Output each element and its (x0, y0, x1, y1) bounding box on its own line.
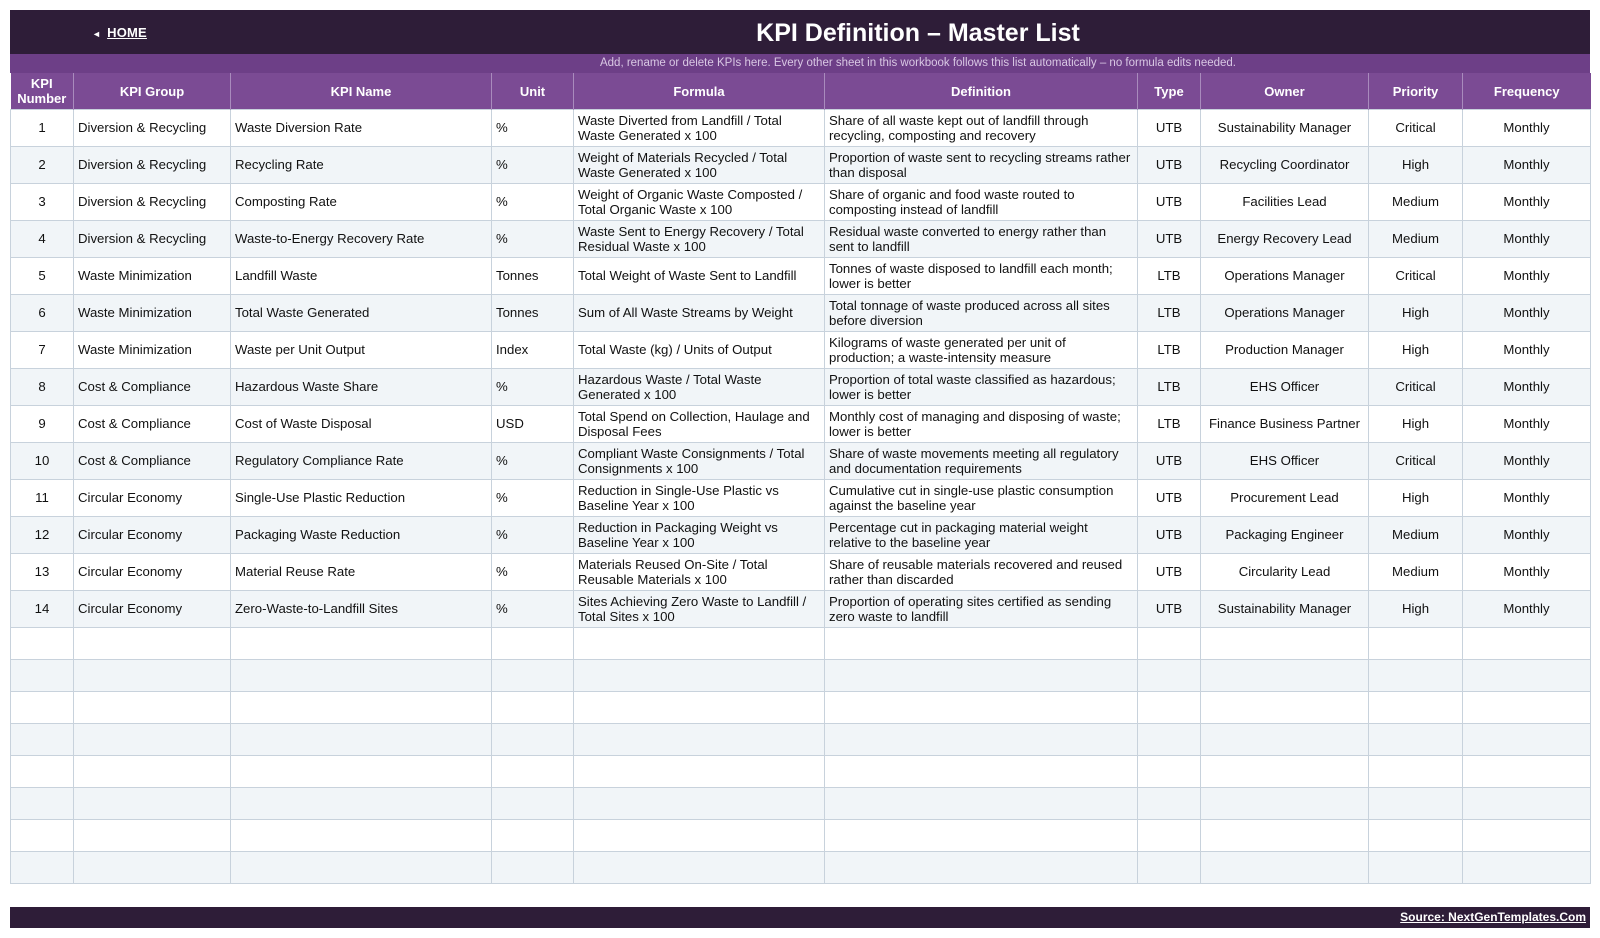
cell-num[interactable]: 1 (11, 110, 74, 147)
table-row (11, 110, 1591, 147)
empty-cell[interactable] (231, 852, 492, 884)
empty-cell[interactable] (492, 628, 574, 660)
cell-definition[interactable]: Proportion of operating sites certified as sending zero waste to landfill (825, 591, 1138, 628)
empty-cell[interactable] (492, 724, 574, 756)
cell-owner[interactable]: Operations Manager (1201, 295, 1369, 332)
empty-cell[interactable] (231, 820, 492, 852)
empty-row (11, 852, 1591, 884)
empty-cell[interactable] (1138, 788, 1201, 820)
cell-definition[interactable]: Share of waste movements meeting all regulatory and documentation requirements (825, 443, 1138, 480)
cell-unit[interactable]: Tonnes (492, 258, 574, 295)
cell-formula[interactable]: Weight of Materials Recycled / Total Waste Generated x 100 (574, 147, 825, 184)
cell-unit[interactable]: USD (492, 406, 574, 443)
cell-type[interactable]: UTB (1138, 221, 1201, 258)
cell-group[interactable]: Circular Economy (74, 591, 231, 628)
cell-priority[interactable]: High (1369, 406, 1463, 443)
cell-frequency[interactable]: Monthly (1463, 147, 1591, 184)
column-header[interactable]: Definition (825, 73, 1138, 110)
empty-cell[interactable] (231, 788, 492, 820)
cell-num[interactable]: 6 (11, 295, 74, 332)
cell-owner[interactable]: Circularity Lead (1201, 554, 1369, 591)
empty-cell[interactable] (574, 852, 825, 884)
empty-cell[interactable] (231, 628, 492, 660)
table-row (11, 295, 1591, 332)
cell-frequency[interactable]: Monthly (1463, 332, 1591, 369)
page-title: KPI Definition – Master List (756, 19, 1080, 47)
empty-cell[interactable] (1369, 756, 1463, 788)
cell-priority[interactable]: High (1369, 480, 1463, 517)
cell-num[interactable]: 7 (11, 332, 74, 369)
empty-cell[interactable] (11, 660, 74, 692)
cell-name[interactable]: Regulatory Compliance Rate (231, 443, 492, 480)
cell-frequency[interactable]: Monthly (1463, 369, 1591, 406)
column-header[interactable]: Type (1138, 73, 1201, 110)
empty-cell[interactable] (1138, 852, 1201, 884)
empty-cell[interactable] (825, 788, 1138, 820)
cell-num[interactable]: 11 (11, 480, 74, 517)
cell-type[interactable]: UTB (1138, 443, 1201, 480)
cell-group[interactable]: Cost & Compliance (74, 369, 231, 406)
cell-unit[interactable]: % (492, 110, 574, 147)
empty-cell[interactable] (1201, 756, 1369, 788)
cell-priority[interactable]: Critical (1369, 369, 1463, 406)
cell-definition[interactable]: Monthly cost of managing and disposing of waste; lower is better (825, 406, 1138, 443)
empty-cell[interactable] (1138, 724, 1201, 756)
cell-type[interactable]: LTB (1138, 295, 1201, 332)
table-header-row (11, 73, 1591, 110)
empty-cell[interactable] (825, 692, 1138, 724)
table-row (11, 184, 1591, 221)
cell-definition[interactable]: Cumulative cut in single-use plastic consumption against the baseline year (825, 480, 1138, 517)
cell-name[interactable]: Single-Use Plastic Reduction (231, 480, 492, 517)
cell-formula[interactable]: Reduction in Packaging Weight vs Baseline Year x 100 (574, 517, 825, 554)
column-header[interactable]: Owner (1201, 73, 1369, 110)
empty-cell[interactable] (825, 628, 1138, 660)
cell-frequency[interactable]: Monthly (1463, 480, 1591, 517)
cell-unit[interactable]: % (492, 221, 574, 258)
cell-unit[interactable]: % (492, 147, 574, 184)
cell-priority[interactable]: Critical (1369, 258, 1463, 295)
cell-frequency[interactable]: Monthly (1463, 591, 1591, 628)
cell-definition[interactable]: Share of organic and food waste routed to composting instead of landfill (825, 184, 1138, 221)
cell-group[interactable]: Waste Minimization (74, 295, 231, 332)
empty-cell[interactable] (1138, 628, 1201, 660)
cell-owner[interactable]: EHS Officer (1201, 369, 1369, 406)
empty-cell[interactable] (492, 660, 574, 692)
table-row (11, 332, 1591, 369)
empty-cell[interactable] (74, 820, 231, 852)
cell-formula[interactable]: Reduction in Single-Use Plastic vs Baseline Year x 100 (574, 480, 825, 517)
cell-num[interactable]: 12 (11, 517, 74, 554)
empty-cell[interactable] (825, 660, 1138, 692)
empty-cell[interactable] (231, 692, 492, 724)
cell-num[interactable]: 2 (11, 147, 74, 184)
cell-name[interactable]: Waste-to-Energy Recovery Rate (231, 221, 492, 258)
empty-cell[interactable] (825, 820, 1138, 852)
empty-cell[interactable] (1201, 820, 1369, 852)
cell-owner[interactable]: Packaging Engineer (1201, 517, 1369, 554)
empty-cell[interactable] (1463, 692, 1591, 724)
empty-cell[interactable] (11, 628, 74, 660)
empty-cell[interactable] (492, 692, 574, 724)
empty-cell[interactable] (1201, 692, 1369, 724)
table-row (11, 369, 1591, 406)
cell-type[interactable]: UTB (1138, 591, 1201, 628)
table-row (11, 221, 1591, 258)
cell-definition[interactable]: Proportion of waste sent to recycling streams rather than disposal (825, 147, 1138, 184)
empty-cell[interactable] (1463, 852, 1591, 884)
cell-group[interactable]: Circular Economy (74, 554, 231, 591)
cell-formula[interactable]: Hazardous Waste / Total Waste Generated x 100 (574, 369, 825, 406)
kpi-table (10, 73, 1591, 884)
cell-type[interactable]: UTB (1138, 147, 1201, 184)
column-header[interactable]: Priority (1369, 73, 1463, 110)
empty-cell[interactable] (1369, 788, 1463, 820)
cell-group[interactable]: Diversion & Recycling (74, 221, 231, 258)
empty-cell[interactable] (574, 756, 825, 788)
empty-cell[interactable] (574, 820, 825, 852)
empty-cell[interactable] (825, 852, 1138, 884)
cell-frequency[interactable]: Monthly (1463, 110, 1591, 147)
cell-name[interactable]: Total Waste Generated (231, 295, 492, 332)
cell-unit[interactable]: % (492, 554, 574, 591)
empty-cell[interactable] (1138, 692, 1201, 724)
cell-type[interactable]: LTB (1138, 369, 1201, 406)
empty-cell[interactable] (492, 788, 574, 820)
cell-formula[interactable]: Sum of All Waste Streams by Weight (574, 295, 825, 332)
cell-unit[interactable]: Tonnes (492, 295, 574, 332)
empty-cell[interactable] (1138, 820, 1201, 852)
empty-cell[interactable] (1463, 660, 1591, 692)
cell-type[interactable]: LTB (1138, 332, 1201, 369)
cell-definition[interactable]: Total tonnage of waste produced across all sites before diversion (825, 295, 1138, 332)
cell-owner[interactable]: Sustainability Manager (1201, 591, 1369, 628)
cell-num[interactable]: 13 (11, 554, 74, 591)
cell-owner[interactable]: Finance Business Partner (1201, 406, 1369, 443)
cell-name[interactable]: Landfill Waste (231, 258, 492, 295)
cell-priority[interactable]: Critical (1369, 443, 1463, 480)
empty-cell[interactable] (231, 756, 492, 788)
cell-formula[interactable]: Sites Achieving Zero Waste to Landfill / Total Sites x 100 (574, 591, 825, 628)
cell-priority[interactable]: High (1369, 147, 1463, 184)
empty-cell[interactable] (1201, 788, 1369, 820)
empty-cell[interactable] (1369, 692, 1463, 724)
cell-name[interactable]: Material Reuse Rate (231, 554, 492, 591)
empty-cell[interactable] (1369, 628, 1463, 660)
empty-cell[interactable] (574, 660, 825, 692)
empty-cell[interactable] (1369, 660, 1463, 692)
cell-priority[interactable]: Medium (1369, 517, 1463, 554)
cell-type[interactable]: UTB (1138, 110, 1201, 147)
empty-row (11, 788, 1591, 820)
cell-owner[interactable]: Facilities Lead (1201, 184, 1369, 221)
cell-frequency[interactable]: Monthly (1463, 554, 1591, 591)
cell-owner[interactable]: Sustainability Manager (1201, 110, 1369, 147)
column-header[interactable]: Unit (492, 73, 574, 110)
empty-cell[interactable] (74, 628, 231, 660)
empty-cell[interactable] (574, 628, 825, 660)
empty-row (11, 628, 1591, 660)
cell-owner[interactable]: Procurement Lead (1201, 480, 1369, 517)
table-row (11, 443, 1591, 480)
cell-definition[interactable]: Share of reusable materials recovered and reused rather than discarded (825, 554, 1138, 591)
source-link[interactable]: Source: NextGenTemplates.Com (1400, 910, 1586, 924)
cell-group[interactable]: Diversion & Recycling (74, 184, 231, 221)
empty-row (11, 756, 1591, 788)
cell-num[interactable]: 9 (11, 406, 74, 443)
empty-cell[interactable] (1138, 756, 1201, 788)
cell-frequency[interactable]: Monthly (1463, 443, 1591, 480)
empty-cell[interactable] (1201, 852, 1369, 884)
cell-priority[interactable]: Medium (1369, 221, 1463, 258)
empty-row (11, 724, 1591, 756)
cell-name[interactable]: Hazardous Waste Share (231, 369, 492, 406)
empty-cell[interactable] (825, 756, 1138, 788)
empty-cell[interactable] (574, 724, 825, 756)
cell-name[interactable]: Zero-Waste-to-Landfill Sites (231, 591, 492, 628)
empty-cell[interactable] (11, 788, 74, 820)
empty-cell[interactable] (74, 692, 231, 724)
cell-formula[interactable]: Weight of Organic Waste Composted / Total Organic Waste x 100 (574, 184, 825, 221)
cell-group[interactable]: Diversion & Recycling (74, 110, 231, 147)
empty-cell[interactable] (74, 852, 231, 884)
cell-definition[interactable]: Share of all waste kept out of landfill through recycling, composting and recovery (825, 110, 1138, 147)
cell-num[interactable]: 3 (11, 184, 74, 221)
cell-owner[interactable]: Operations Manager (1201, 258, 1369, 295)
cell-name[interactable]: Recycling Rate (231, 147, 492, 184)
cell-name[interactable]: Waste per Unit Output (231, 332, 492, 369)
kpi-sheet (10, 10, 1590, 884)
empty-cell[interactable] (1463, 628, 1591, 660)
footer-bar (10, 907, 1590, 928)
empty-row (11, 692, 1591, 724)
empty-cell[interactable] (11, 820, 74, 852)
cell-num[interactable]: 10 (11, 443, 74, 480)
table-row (11, 406, 1591, 443)
table-body (11, 110, 1591, 884)
cell-unit[interactable]: % (492, 184, 574, 221)
cell-unit[interactable]: % (492, 443, 574, 480)
cell-group[interactable]: Cost & Compliance (74, 406, 231, 443)
cell-group[interactable]: Circular Economy (74, 517, 231, 554)
column-header[interactable]: KPI Name (231, 73, 492, 110)
cell-group[interactable]: Diversion & Recycling (74, 147, 231, 184)
empty-cell[interactable] (492, 852, 574, 884)
cell-owner[interactable]: EHS Officer (1201, 443, 1369, 480)
cell-frequency[interactable]: Monthly (1463, 406, 1591, 443)
home-label: HOME (107, 25, 147, 40)
empty-cell[interactable] (1201, 628, 1369, 660)
cell-frequency[interactable]: Monthly (1463, 184, 1591, 221)
empty-cell[interactable] (74, 724, 231, 756)
cell-group[interactable]: Waste Minimization (74, 332, 231, 369)
cell-group[interactable]: Circular Economy (74, 480, 231, 517)
cell-formula[interactable]: Total Weight of Waste Sent to Landfill (574, 258, 825, 295)
cell-priority[interactable]: Medium (1369, 554, 1463, 591)
empty-cell[interactable] (1369, 820, 1463, 852)
cell-group[interactable]: Waste Minimization (74, 258, 231, 295)
instructions-text: Add, rename or delete KPIs here. Every other sheet in this workbook follows this list automatically – no formula edits needed. (10, 54, 1590, 73)
empty-cell[interactable] (825, 724, 1138, 756)
cell-group[interactable]: Cost & Compliance (74, 443, 231, 480)
cell-formula[interactable]: Total Spend on Collection, Haulage and Disposal Fees (574, 406, 825, 443)
cell-frequency[interactable]: Monthly (1463, 221, 1591, 258)
cell-frequency[interactable]: Monthly (1463, 295, 1591, 332)
cell-formula[interactable]: Waste Sent to Energy Recovery / Total Residual Waste x 100 (574, 221, 825, 258)
cell-owner[interactable]: Production Manager (1201, 332, 1369, 369)
cell-type[interactable]: UTB (1138, 554, 1201, 591)
cell-priority[interactable]: High (1369, 332, 1463, 369)
cell-num[interactable]: 5 (11, 258, 74, 295)
empty-cell[interactable] (1463, 820, 1591, 852)
cell-num[interactable]: 4 (11, 221, 74, 258)
empty-cell[interactable] (574, 788, 825, 820)
cell-formula[interactable]: Total Waste (kg) / Units of Output (574, 332, 825, 369)
back-arrow-icon: ◄ (92, 29, 102, 39)
cell-definition[interactable]: Tonnes of waste disposed to landfill each month; lower is better (825, 258, 1138, 295)
empty-cell[interactable] (1463, 756, 1591, 788)
empty-cell[interactable] (1201, 660, 1369, 692)
cell-num[interactable]: 8 (11, 369, 74, 406)
table-row (11, 258, 1591, 295)
empty-cell[interactable] (1369, 724, 1463, 756)
cell-type[interactable]: LTB (1138, 406, 1201, 443)
cell-name[interactable]: Packaging Waste Reduction (231, 517, 492, 554)
empty-cell[interactable] (74, 660, 231, 692)
table-row (11, 591, 1591, 628)
cell-name[interactable]: Composting Rate (231, 184, 492, 221)
column-header[interactable]: Frequency (1463, 73, 1591, 110)
empty-cell[interactable] (1463, 724, 1591, 756)
empty-cell[interactable] (1369, 852, 1463, 884)
empty-cell[interactable] (492, 820, 574, 852)
cell-definition[interactable]: Kilograms of waste generated per unit of production; a waste-intensity measure (825, 332, 1138, 369)
cell-priority[interactable]: High (1369, 591, 1463, 628)
cell-priority[interactable]: Critical (1369, 110, 1463, 147)
cell-name[interactable]: Waste Diversion Rate (231, 110, 492, 147)
empty-cell[interactable] (574, 692, 825, 724)
cell-frequency[interactable]: Monthly (1463, 517, 1591, 554)
cell-type[interactable]: UTB (1138, 184, 1201, 221)
empty-cell[interactable] (1201, 724, 1369, 756)
cell-frequency[interactable]: Monthly (1463, 258, 1591, 295)
cell-priority[interactable]: High (1369, 295, 1463, 332)
cell-unit[interactable]: % (492, 369, 574, 406)
cell-unit[interactable]: % (492, 517, 574, 554)
empty-cell[interactable] (74, 756, 231, 788)
cell-definition[interactable]: Percentage cut in packaging material weight relative to the baseline year (825, 517, 1138, 554)
cell-owner[interactable]: Recycling Coordinator (1201, 147, 1369, 184)
table-row (11, 517, 1591, 554)
cell-type[interactable]: UTB (1138, 517, 1201, 554)
table-row (11, 147, 1591, 184)
column-header[interactable]: Formula (574, 73, 825, 110)
cell-formula[interactable]: Materials Reused On-Site / Total Reusable Materials x 100 (574, 554, 825, 591)
cell-definition[interactable]: Residual waste converted to energy rather than sent to landfill (825, 221, 1138, 258)
cell-unit[interactable]: Index (492, 332, 574, 369)
empty-cell[interactable] (231, 724, 492, 756)
cell-formula[interactable]: Waste Diverted from Landfill / Total Waste Generated x 100 (574, 110, 825, 147)
cell-type[interactable]: LTB (1138, 258, 1201, 295)
cell-unit[interactable]: % (492, 591, 574, 628)
cell-unit[interactable]: % (492, 480, 574, 517)
empty-cell[interactable] (74, 788, 231, 820)
empty-cell[interactable] (492, 756, 574, 788)
empty-cell[interactable] (1463, 788, 1591, 820)
column-header[interactable]: KPI Group (74, 73, 231, 110)
empty-row (11, 660, 1591, 692)
empty-row (11, 820, 1591, 852)
empty-cell[interactable] (1138, 660, 1201, 692)
cell-num[interactable]: 14 (11, 591, 74, 628)
empty-cell[interactable] (231, 660, 492, 692)
table-row (11, 480, 1591, 517)
empty-cell[interactable] (11, 692, 74, 724)
cell-owner[interactable]: Energy Recovery Lead (1201, 221, 1369, 258)
column-header[interactable]: KPI Number (11, 73, 74, 110)
cell-type[interactable]: UTB (1138, 480, 1201, 517)
cell-formula[interactable]: Compliant Waste Consignments / Total Consignments x 100 (574, 443, 825, 480)
empty-cell[interactable] (11, 724, 74, 756)
table-row (11, 554, 1591, 591)
title-bar (10, 10, 1590, 54)
empty-cell[interactable] (11, 756, 74, 788)
cell-priority[interactable]: Medium (1369, 184, 1463, 221)
cell-name[interactable]: Cost of Waste Disposal (231, 406, 492, 443)
cell-definition[interactable]: Proportion of total waste classified as hazardous; lower is better (825, 369, 1138, 406)
empty-cell[interactable] (11, 852, 74, 884)
